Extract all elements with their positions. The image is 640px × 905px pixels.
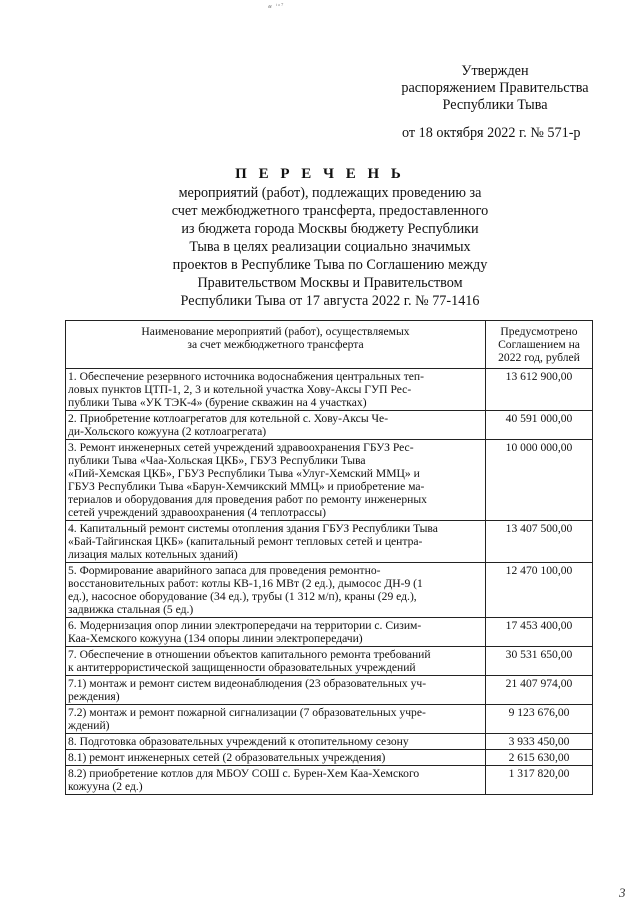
approval-block (385, 63, 605, 114)
row-text-line: «Пий-Хемская ЦКБ», ГБУЗ Республики Тыва «Улуг-Хемский ММЦ» и (68, 467, 420, 480)
row-text-line: реждения) (68, 690, 120, 703)
subtitle-line: Республики Тыва от 17 августа 2022 г. № 77-1416 (180, 293, 480, 309)
row-amount-cell: 21 407 974,00 (486, 676, 593, 705)
row-name-cell (66, 676, 486, 705)
row-text-line: 5. Формирование аварийного запаса для проведения ремонтно- (68, 564, 381, 577)
page-number: 3 (619, 885, 626, 900)
row-text-line: публики Тыва «Чаа-Хольская ЦКБ», ГБУЗ Республики Тыва (68, 454, 366, 467)
row-text-line: Каа-Хемского кожууна (134 опоры линии электропередачи) (68, 632, 363, 645)
row-name-cell (66, 618, 486, 647)
row-text-line: 8.1) ремонт инженерных сетей (2 образовательных учреждения) (68, 751, 386, 764)
row-amount-cell: 3 933 450,00 (486, 734, 593, 750)
table-row (66, 766, 593, 795)
row-text-line: 3. Ремонт инженерных сетей учреждений здравоохранения ГБУЗ Рес- (68, 441, 414, 454)
approval-date: от 18 октября 2022 г. № 571-р (402, 125, 581, 141)
row-name-cell (66, 563, 486, 618)
table-row (66, 676, 593, 705)
row-amount-cell: 9 123 676,00 (486, 705, 593, 734)
row-amount-cell: 13 612 900,00 (486, 369, 593, 411)
row-amount-cell: 13 407 500,00 (486, 521, 593, 563)
row-amount-cell: 1 317 820,00 (486, 766, 593, 795)
row-name-cell (66, 521, 486, 563)
row-text-line: восстановительных работ: котлы КВ-1,16 МВт (2 ед.), дымосос ДН-9 (1 (68, 577, 423, 590)
row-text-line: кожууна (2 ед.) (68, 780, 143, 793)
row-text-line: 8. Подготовка образовательных учреждений к отопительному сезону (68, 735, 409, 748)
subtitle-line: мероприятий (работ), подлежащих проведению за (178, 185, 482, 201)
scan-mark: 𝓊 ᵗᵃ⁷ (268, 2, 285, 10)
subtitle-line: из бюджета города Москвы бюджету Республики (181, 221, 479, 237)
row-text-line: ловых пунктов ЦТП-1, 2, 3 и котельной участка Хову-Аксы ГУП Рес- (68, 383, 412, 396)
row-name-cell (66, 411, 486, 440)
table-row (66, 563, 593, 618)
row-name-cell (66, 734, 486, 750)
approval-line: Утвержден (461, 63, 529, 79)
row-amount-cell: 40 591 000,00 (486, 411, 593, 440)
row-amount-cell: 10 000 000,00 (486, 440, 593, 521)
row-name-cell (66, 440, 486, 521)
row-text-line: 7.1) монтаж и ремонт систем видеонаблюдения (23 образовательных уч- (68, 677, 427, 690)
works-table (65, 320, 593, 795)
row-text-line: 7. Обеспечение в отношении объектов капитального ремонта требований (68, 648, 431, 661)
row-text-line: ждений) (68, 719, 110, 732)
approval-line: распоряжением Правительства (401, 80, 589, 96)
row-name-cell (66, 705, 486, 734)
header-line: Наименование мероприятий (работ), осуществляемых (141, 325, 410, 338)
header-name-cell (66, 321, 486, 369)
row-name-cell (66, 750, 486, 766)
row-amount-cell: 12 470 100,00 (486, 563, 593, 618)
table-row (66, 734, 593, 750)
table-row (66, 647, 593, 676)
row-amount-cell: 2 615 630,00 (486, 750, 593, 766)
row-amount-cell: 30 531 650,00 (486, 647, 593, 676)
table-header-row (66, 321, 593, 369)
subtitle-line: Тыва в целях реализации социально значимых (189, 239, 471, 255)
row-name-cell (66, 647, 486, 676)
row-text-line: лизация малых котельных зданий) (68, 548, 238, 561)
row-text-line: 1. Обеспечение резервного источника водоснабжения центральных теп- (68, 370, 424, 383)
row-text-line: 8.2) приобретение котлов для МБОУ СОШ с. Бурен-Хем Каа-Хемского (68, 767, 420, 780)
document-subtitle (120, 184, 540, 310)
table-row (66, 750, 593, 766)
row-text-line: ед.), насосное оборудование (34 ед.), трубы (1 312 м/п), краны (29 ед.), (68, 590, 417, 603)
approval-line: Республики Тыва (442, 97, 548, 113)
table-row (66, 705, 593, 734)
row-text-line: публики Тыва «УК ТЭК-4» (бурение скважин на 4 участках) (68, 396, 367, 409)
row-name-cell (66, 766, 486, 795)
row-text-line: задвижка стальная (5 ед.) (68, 603, 194, 616)
row-text-line: сетей учреждений здравоохранения (4 теплотрассы) (68, 506, 327, 519)
table-row (66, 369, 593, 411)
row-text-line: к антитеррористической защищенности образовательных учреждений (68, 661, 416, 674)
header-line: Соглашением на (498, 338, 580, 351)
row-text-line: 2. Приобретение котлоагрегатов для котельной с. Хову-Аксы Че- (68, 412, 389, 425)
row-text-line: 7.2) монтаж и ремонт пожарной сигнализации (7 образовательных учре- (68, 706, 426, 719)
row-text-line: ГБУЗ Республики Тыва «Барун-Хемчикский ММЦ» и приобретение ма- (68, 480, 425, 493)
subtitle-line: проектов в Республике Тыва по Соглашению между (172, 257, 488, 273)
document-title: П Е Р Е Ч Е Н Ь (235, 166, 405, 182)
subtitle-line: Правительством Москвы и Правительством (197, 275, 463, 291)
subtitle-line: счет межбюджетного трансферта, предоставленного (171, 203, 489, 219)
row-text-line: териалов и оборудования для проведения работ по ремонту инженерных (68, 493, 427, 506)
table-row (66, 521, 593, 563)
header-line: 2022 год, рублей (498, 351, 580, 364)
header-line: за счет межбюджетного трансферта (187, 338, 364, 351)
row-text-line: 6. Модернизация опор линии электропередачи на территории с. Сизим- (68, 619, 422, 632)
row-amount-cell: 17 453 400,00 (486, 618, 593, 647)
row-text-line: ди-Хольского кожууна (2 котлоагрегата) (68, 425, 267, 438)
table-row (66, 411, 593, 440)
row-text-line: 4. Капитальный ремонт системы отопления здания ГБУЗ Республики Тыва (68, 522, 438, 535)
table-row (66, 440, 593, 521)
header-line: Предусмотрено (500, 325, 578, 338)
row-text-line: «Бай-Тайгинская ЦКБ» (капитальный ремонт тепловых сетей и центра- (68, 535, 423, 548)
header-amount-cell (486, 321, 593, 369)
table-row (66, 618, 593, 647)
row-name-cell (66, 369, 486, 411)
